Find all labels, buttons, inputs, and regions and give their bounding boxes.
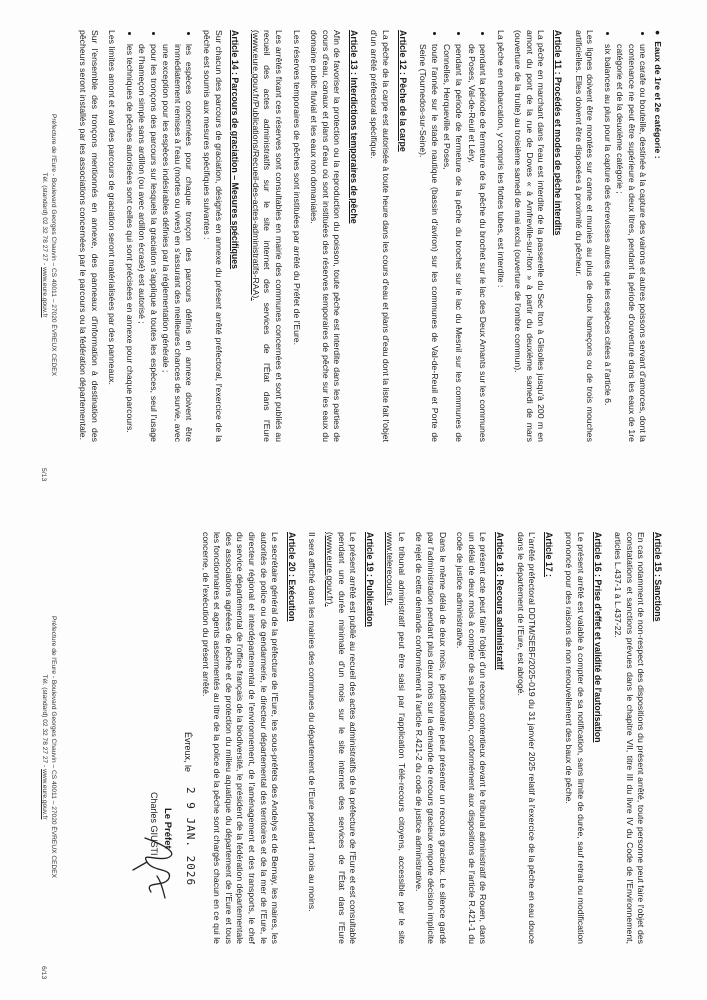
article-11-title: Article 11 : Procédés et modes de pêche interdits xyxy=(553,30,564,236)
article-15-paragraph: En cas notamment de non-respect des dispositions du présent arrêté, toute personne peut faire l'objet des constatations et sanctions prévues dans le chapitre VII, titre III du livre IV du Code de l'Environnement, articles L.437-1 à L.437-22. xyxy=(613,532,647,944)
article-14-paragraph: Sur chacun des parcours de graciation, désignés en annexe du présent arrêté préfectoral, l'exercice de la pêche est soumis aux mesures spécifiques suivantes : xyxy=(202,30,224,442)
article-11-list xyxy=(417,30,488,442)
article-19-paragraph: Il sera affiché dans les mairies des communes du département de l'Eure pendant 1 mois au moins. xyxy=(307,532,318,912)
page-number: 5/13 xyxy=(40,468,47,482)
article-19-title: Article 19 : Publication xyxy=(364,532,375,627)
article-16-title: Article 16 : Prise d'effet et validité de l'autorisation xyxy=(592,532,603,743)
page-5-column xyxy=(78,30,663,442)
article-16-paragraph: Le présent arrêté est valable à compter de sa notification, sans limite de durée, sauf retrait ou modification prononcé pour des raisons de non renouvellement des baux de pêche. xyxy=(564,532,586,944)
article-20-paragraph: Le secrétaire général de la préfecture de l'Eure, les sous-préfets des Andelys et de Bernay, les maires, les autorités de police ou de gendarmerie, le directeur départemental des territoires et de la mer de l'Eure, le directeur régional et interdépartemental de l'environnement, de l'aménagement et des transports, le chef du service départemental de l'office français de la biodiversité, le président de la fédération départementale des associations agréées de pêche et de protection du milieu aquatique du département de l'Eure et tous les fonctionnaires et agents assermentés au titre de la police de la pêche sont chargés chacun en ce qui le concerne, de l'exécution du présent arrêté. xyxy=(200,532,281,944)
list-item: • pendant la période de fermeture de la pêche du brochet sur le lac du Mesnil sur les communes de Connelles, Herqueville et Poses, xyxy=(441,44,464,442)
category-list xyxy=(601,30,648,442)
article-18-paragraph: Le présent acte peut faire l'objet d'un recours contentieux devant le tribunal administratif de Rouen, dans un délai de deux mois à compter de sa publication, conformément aux dispositions de l'article R.421-1 du code de justice administrative. xyxy=(455,532,489,944)
article-13-paragraph: Les réserves temporaires de pêches sont instituées par arrêté du Préfet de l'Eure. xyxy=(291,30,302,346)
article-19-paragraph: Le présent arrêté est publié au recueil des actes administratifs de la préfecture de l'Eure et est consultable pendant une durée minimale d'un mois sur le site internet des services de l'État dans l'Eure (www.eure.gouv.fr). xyxy=(325,532,359,944)
signatory-name: Charles GIUSTI xyxy=(149,792,160,856)
site-link[interactable]: www.eure.gouv.fr xyxy=(41,267,49,318)
article-13-paragraph: Afin de favoriser la protection ou la reproduction du poisson, toute pêche est interdite dans les parties de cours d'eau, canaux et plans d'eau où sont instituées des réserves temporaires de pêche sur les eaux du domaine public fluvial et les eaux non domaniales. xyxy=(309,30,343,442)
raa-link[interactable]: (www.eure.gouv.fr/Publications/Recueil-des-actes-administratifs-RAA). xyxy=(250,30,261,301)
article-12-title: Article 12 : Pêche de la carpe xyxy=(397,30,408,152)
signature-place: Évreux, le xyxy=(183,732,194,773)
eure-gouv-link[interactable]: (www.eure.gouv.fr). xyxy=(325,532,335,607)
article-13-paragraph: Les arrêtés fixant ces réserves sont consultables en mairie des communes concernées et sont publiés au recueil des actes administratifs sur le site internet des services de l'État dans l'Eure (www.eure.gouv.fr/Publications/Recueil-des-actes-administratifs-RAA). xyxy=(250,30,284,442)
page-6-footer: Préfecture de l'Eure - Boulevard Georges Chauvin – CS 40011 – 27020 ÉVREUX CEDEX Tél. (standard) 02 32 78 27 27 - www.eure.gouv.fr xyxy=(41,615,57,879)
article-13-title: Article 13 : Interdictions temporaires de pêche xyxy=(348,30,359,224)
article-11-paragraph: La pêche en marchant dans l'eau est interdite de la passerelle du Sec Iton à Glisolles jusqu'à 200 m en amont du pont de la rue de Doves « à Amfreville-sur-Iton » à partir du deuxième samedi de mars (ouverture de la truite) au troisième samedi de mai exclu (ouverture de l'ombre commun). xyxy=(513,30,547,442)
article-14-title: Article 14 : Parcours de graciation – Mesures spécifiques xyxy=(230,30,241,270)
article-18-paragraph: Le tribunal administratif peut être saisi par l'application Télé-recours citoyens, accessible par le site www.telerecours.fr. xyxy=(385,532,407,944)
list-item: • les techniques de pêches autorisées sont celles qui sont précisées en annexe pour chaque parcours. xyxy=(123,44,135,442)
list-item: • pendant la période de fermeture de la pêche du brochet sur le lac des Deux Amants sur les communes de Poses, Val-de-Reuil et Léry, xyxy=(465,44,488,442)
page-number: 6/13 xyxy=(40,966,47,980)
page-5-footer: Préfecture de l'Eure - Boulevard Georges Chauvin – CS 40011 – 27020 ÉVREUX CEDEX Tél. (standard) 02 32 78 27 27 - www.eure.gouv.fr xyxy=(41,113,57,377)
list-item: • les espèces concernées pour chaque tronçon des parcours définis en annexe doivent être immédiatement remises à l'eau (mortes ou vives) en s'assurant des meilleures chances de survie, avec une exception pour les espèces indésirables définies par la réglementation générale ; xyxy=(160,44,195,442)
article-14-paragraph: Les limites amont et aval des parcours de graciation seront matérialisées par des panneaux. xyxy=(107,30,118,385)
bullet-icon: ● xyxy=(653,30,663,36)
category-lead: ●Eaux de 1re et 2e catégorie : xyxy=(653,30,663,159)
article-12-paragraph: La pêche de la carpe est autorisée à toute heure dans les cours d'eau et plans d'eau dont la liste fait l'objet d'un arrêté préfectoral spécifique. xyxy=(369,30,392,442)
article-15-title: Article 15 : Sanctions xyxy=(653,532,663,622)
article-17-paragraph: L'arrêté préfectoral DDTM/SEBF/2025-019 du 31 janvier 2025 relatif à l'exercice de la pêche en eau douce dans le département de l'Eure, est abrogé. xyxy=(515,532,538,944)
handwritten-signature-icon xyxy=(127,832,187,902)
article-18-title: Article 18 : Recours administratif xyxy=(495,532,505,670)
list-item: • six balances au plus pour la capture des écrevisses autres que les espèces citées à l'article 6. xyxy=(601,44,613,442)
article-14-paragraph: Sur l'ensemble des tronçons mentionnés en annexe, des panneaux d'information à destination des pêcheurs seront installés par les associations concernées par le parcours ou la fédération départementale. xyxy=(78,30,100,442)
article-18-paragraph: Dans le même délai de deux mois, le pétitionnaire peut présenter un recours gracieux. Le silence gardé par l'administration pendant plus deux mois sur la demande de recours gracieux emporte décision implicite de rejet de cette demande conformément à l'article R.421-2 du code de justice administrative. xyxy=(414,532,448,944)
lines-note: Les lignes doivent être montées sur canne et munies au plus de deux hameçons ou de trois mouches artificielles. Elles doivent être disposées à proximité du pêcheur. xyxy=(573,30,596,442)
telerecours-link[interactable]: www.telerecours.fr. xyxy=(385,532,396,606)
article-17-title: Article 17 : xyxy=(543,532,554,577)
page-6-column xyxy=(88,532,663,944)
article-20-title: Article 20 : Exécution xyxy=(286,532,297,622)
site-link[interactable]: www.eure.gouv.fr xyxy=(41,769,49,820)
list-item: • toute l'année sur le stade nautique (bassin d'aviron) sur les communes de Val-de-Reuil et Porte de Seine (Tournedos-sur-Seine). xyxy=(417,44,440,442)
list-item: • une carafe ou bouteille, destinée à la capture des vairons et autres poissons servant d'amorces, dont la contenance ne peut être supérieure à deux litres, pendant la période d'ouverture dans les eaux de 1re catégorie et de la deuxième catégorie ; xyxy=(614,44,649,442)
list-item: • pour les tronçons des parcours sur lesquels la graciation s'applique à toutes les espèces, seul l'usage de l'hameçon simple sans ardillon (ou avec ardillon écrasé) est autorisé ; xyxy=(136,44,159,442)
article-11-paragraph: La pêche en embarcation, y compris les flottes tubes, est interdite : xyxy=(495,30,506,288)
signatory-title: Le Préfet xyxy=(162,808,174,849)
article-14-list xyxy=(123,30,194,442)
signature-block xyxy=(63,532,198,944)
date-stamp: 2 9 JAN. 2026 xyxy=(184,787,198,887)
